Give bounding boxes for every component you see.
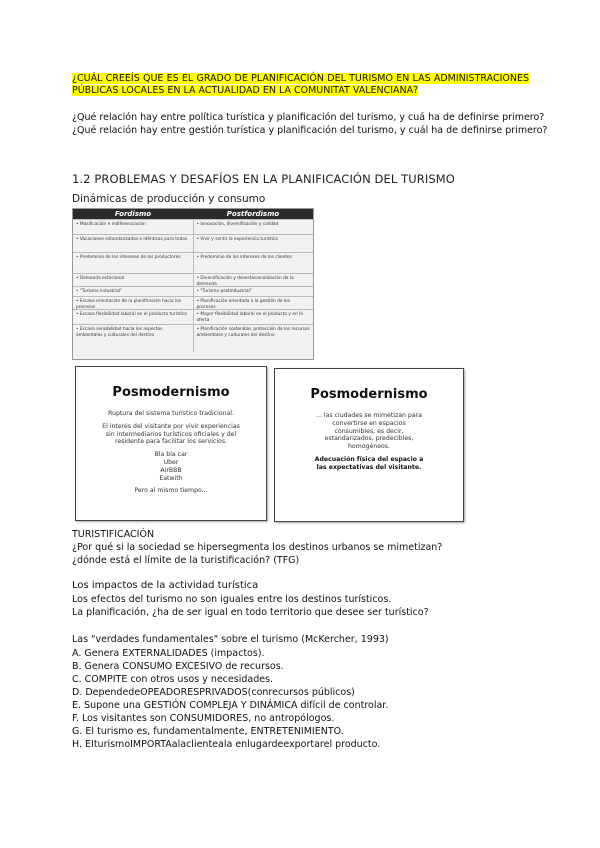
table-cell: • Demanda estacional — [73, 274, 194, 286]
card-line: Eatwith — [159, 474, 183, 482]
impactos-line-2: La planificación, ¿ha de ser igual en todo territorio que desee ser turístico? — [72, 607, 429, 618]
impactos-line-1: Los efectos del turismo no son iguales entre los destinos turísticos. — [72, 594, 392, 605]
table-cell: • Planificación orientada a la gestión de los procesos — [196, 299, 290, 309]
table-row — [73, 309, 313, 324]
table-cell: • Vacaciones estandarizadas e idénticas para todos — [73, 235, 194, 252]
verdades-item: A. Genera EXTERNALIDADES (impactos). — [72, 648, 265, 659]
table-cell: • Escasa orientación de la planificación hacia los procesos — [73, 297, 194, 309]
table-cell: • "Turismo industrial" — [73, 287, 194, 296]
header-postfordismo: Postfordismo — [226, 210, 280, 218]
table-cell: • Predominio de los intereses de los clientes — [196, 255, 292, 260]
table-cell: • Escasa flexibilidad laboral en el producto turístico — [73, 310, 194, 324]
table-row — [73, 252, 313, 273]
card-line: sin intermediarios turísticos oficiales y del — [105, 430, 237, 438]
card-line: convertirse en espacios — [332, 419, 406, 427]
table-cell: • Vivir y sentir la experiencia turística — [196, 237, 278, 242]
card-line: estandarizados, predecibles, — [324, 435, 414, 443]
table-cell: • Predominio de los intereses de los productores — [73, 253, 194, 273]
turistificacion-question-2: ¿dónde está el límite de la turistificación? (TFG) — [72, 555, 300, 566]
table-cell: • Escasa sensibilidad hacia los aspectos ambientales y culturales del destino — [73, 325, 194, 352]
verdades-item: C. COMPITE con otros usos y necesidades. — [72, 674, 274, 685]
verdades-item: H. EIturismoIMPORTAalaclienteala enlugardeexportarel producto. — [72, 739, 381, 750]
card-line: Ruptura del sistema turístico tradicional. — [108, 410, 234, 417]
impactos-title: Los impactos de la actividad turística — [72, 580, 259, 591]
highlighted-question: ¿CUÁL CREEÍS QUE ES EL GRADO DE PLANIFICACIÓN DEL TURISMO EN LAS ADMINISTRACIONES PÚBLICAS LOCALES EN LA ACTUALIDAD EN LA COMUNITAT VALENCIANA? — [72, 73, 529, 96]
table-row — [73, 234, 313, 252]
table-row — [73, 296, 313, 309]
card-line: consumibles, es decir, — [334, 427, 404, 435]
table-cell: • Innovación, diversificación y calidad — [196, 222, 279, 227]
card-line: AirBBB — [160, 466, 182, 474]
question-highlight-block — [72, 73, 529, 97]
card-line: las expectativas del visitante. — [316, 463, 422, 471]
verdades-title: Las "verdades fundamentales" sobre el turismo (McKercher, 1993) — [72, 634, 389, 645]
table-row — [73, 219, 313, 234]
table-cell: • Planificación sostenible, protección de los recursos ambientales y culturales del destino — [196, 327, 310, 338]
table-cell: • "Turismo postindustrial" — [196, 289, 252, 294]
question-gestion: ¿Qué relación hay entre gestión turística y planificación del turismo, y cuál ha de definirse primero? — [72, 125, 548, 136]
card-line: homogéneos. — [348, 443, 390, 451]
turistificacion-question-1: ¿Por qué si la sociedad se hipersegmenta los destinos urbanos se mimetizan? — [72, 542, 443, 553]
card-line: Adecuación física del espacio a — [314, 455, 424, 463]
table-cell: • Mayor flexibilidad laboral en el producto y en la oferta — [196, 312, 303, 323]
card-line: residente para facilitar los servicios. — [114, 438, 228, 446]
card-line: ... las ciudades se mimetizan para — [316, 412, 422, 419]
posmodernismo-card-left — [75, 366, 267, 521]
verdades-item: F. Los visitantes son CONSUMIDORES, no antropólogos. — [72, 713, 335, 724]
card-line: Pero al mismo tiempo... — [134, 487, 208, 495]
turistificacion-title: TURISTIFICACIÓN — [72, 529, 155, 540]
table-row — [73, 273, 313, 286]
verdades-item: E. Supone una GESTIÓN COMPLEJA Y DINÁMICA difícil de controlar. — [72, 700, 389, 711]
posmodernismo-card-right — [274, 368, 464, 522]
verdades-item: D. DependedeOPEADORESPRIVADOS(conrecursos públicos) — [72, 687, 355, 698]
card-line: Uber — [163, 458, 179, 466]
header-fordismo: Fordismo — [114, 210, 152, 218]
question-politica: ¿Qué relación hay entre política turística y planificación del turismo, y cuá ha de definirse primero? — [72, 112, 545, 123]
table-row — [73, 286, 313, 296]
verdades-item: B. Genera CONSUMO EXCESIVO de recursos. — [72, 661, 284, 672]
table-cell: • Masificación e indiferenciación — [73, 220, 194, 234]
card-title: Posmodernismo — [310, 387, 428, 402]
fordismo-table — [72, 208, 314, 360]
verdades-item: G. El turismo es, fundamentalmente, ENTRETENIMIENTO. — [72, 726, 344, 737]
card-line: El interés del visitante por vivir experiencias — [102, 422, 240, 430]
section-subtitle: Dinámicas de producción y consumo — [72, 193, 266, 205]
table-cell: • Diversificación y desestacionalización de la demanda — [196, 276, 294, 286]
table-header — [73, 209, 313, 219]
card-line: Bla bla car — [154, 451, 188, 459]
section-title: 1.2 PROBLEMAS Y DESAFÍOS EN LA PLANIFICACIÓN DEL TURISMO — [72, 172, 455, 186]
table-row — [73, 324, 313, 352]
card-title: Posmodernismo — [112, 385, 230, 400]
